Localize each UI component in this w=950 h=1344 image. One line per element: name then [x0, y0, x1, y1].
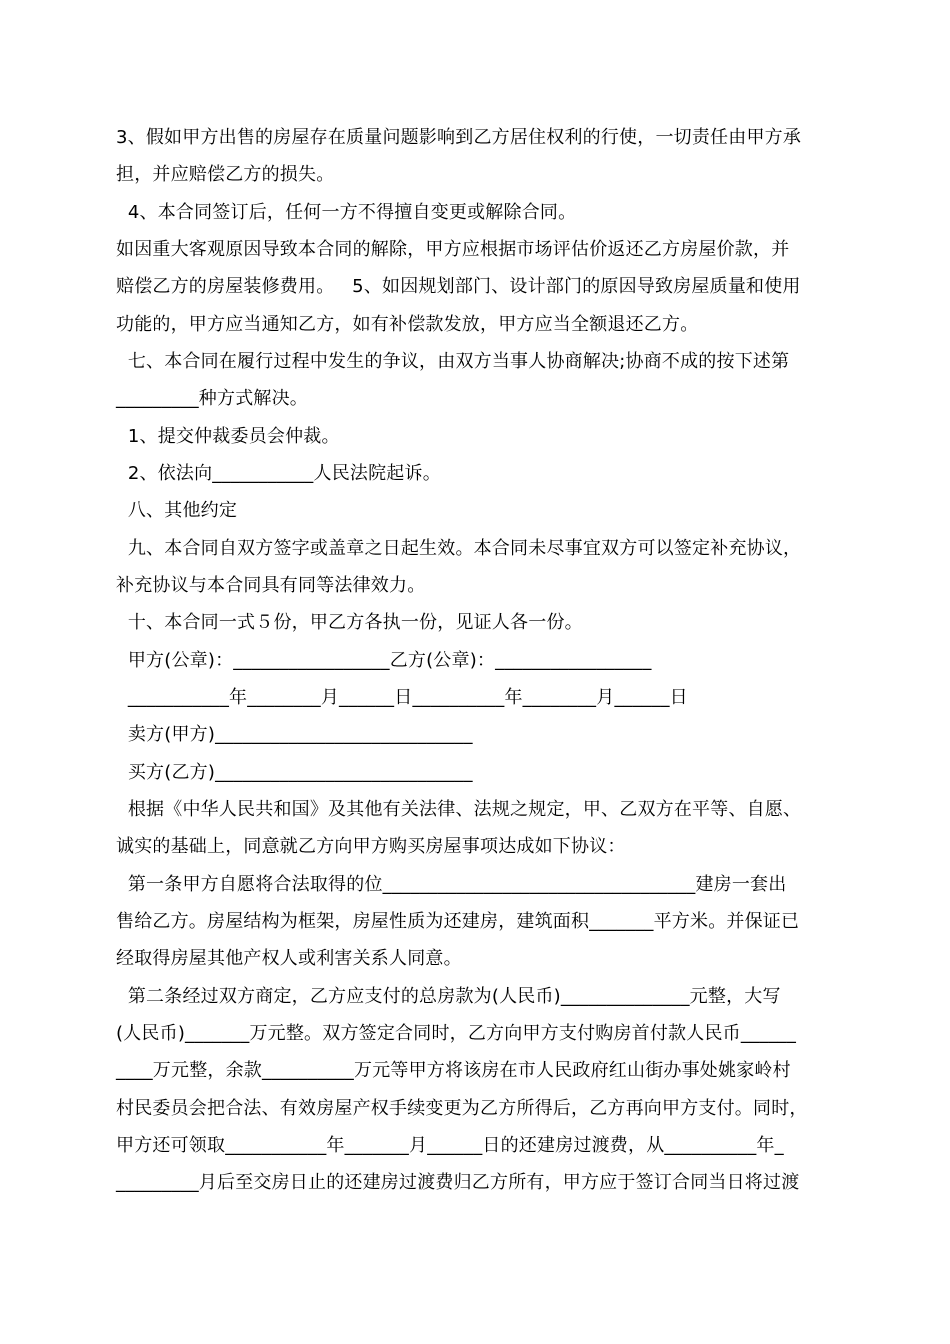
text-line: 第一条甲方自愿将合法取得的位__________________________________建房一套出 [116, 874, 787, 895]
text-line: 八、其他约定 [116, 500, 238, 521]
text-line: 补充协议与本合同具有同等法律效力。 [116, 575, 426, 596]
text-line: 甲方还可领取___________年_______月______日的还建房过渡费，从__________年_ [116, 1135, 784, 1156]
text-line: 如因重大客观原因导致本合同的解除，甲方应根据市场评估价返还乙方房屋价款，并 [116, 239, 790, 260]
text-line: 诚实的基础上，同意就乙方向甲方购买房屋事项达成如下协议： [116, 836, 626, 857]
text-line: 4、本合同签订后，任何一方不得擅自变更或解除合同。 [116, 202, 577, 223]
text-line: 经取得房屋其他产权人或利害关系人同意。 [116, 948, 462, 969]
seller-line: 卖方(甲方)____________________________ [116, 724, 473, 745]
text-line: 担，并应赔偿乙方的损失。 [116, 164, 335, 185]
text-line: 3、假如甲方出售的房屋存在质量问题影响到乙方居住权利的行使，一切责任由甲方承 [116, 127, 802, 148]
text-line: ____万元整，余款__________万元等甲方将该房在市人民政府红山街办事处姚家岭村 [116, 1060, 791, 1081]
text-line: 十、本合同一式５份，甲乙方各执一份，见证人各一份。 [116, 612, 583, 633]
text-line: 售给乙方。房屋结构为框架，房屋性质为还建房，建筑面积_______平方米。并保证已 [116, 911, 800, 932]
text-line: _________种方式解决。 [116, 388, 308, 409]
text-line: 第二条经过双方商定，乙方应支付的总房款为(人民币)______________元整，大写 [116, 986, 781, 1007]
text-line: 七、本合同在履行过程中发生的争议，由双方当事人协商解决;协商不成的按下述第 [116, 351, 790, 372]
text-line: (人民币)_______万元整。双方签定合同时，乙方向甲方支付购房首付款人民币______ [116, 1023, 797, 1044]
signature-line: 甲方(公章)：_________________乙方(公章)：_________________ [116, 650, 652, 671]
text-line: 2、依法向___________人民法院起诉。 [116, 463, 441, 484]
text-line: 功能的，甲方应当通知乙方，如有补偿款发放，甲方应当全额退还乙方。 [116, 314, 699, 335]
text-line: 根据《中华人民共和国》及其他有关法律、法规之规定，甲、乙双方在平等、自愿、 [116, 799, 802, 820]
text-line: 1、提交仲裁委员会仲裁。 [116, 426, 340, 447]
text-line: 九、本合同自双方签字或盖章之日起生效。本合同未尽事宜双方可以签定补充协议， [116, 538, 802, 559]
date-line: ___________年________月______日__________年________月______日 [116, 687, 688, 708]
text-line: 赔偿乙方的房屋装修费用。 5、如因规划部门、设计部门的原因导致房屋质量和使用 [116, 276, 801, 297]
buyer-line: 买方(乙方)____________________________ [116, 762, 473, 783]
text-line: 村民委员会把合法、有效房屋产权手续变更为乙方所得后，乙方再向甲方支付。同时， [116, 1098, 808, 1119]
text-line: _________月后至交房日止的还建房过渡费归乙方所有，甲方应于签订合同当日将过渡 [116, 1172, 800, 1193]
